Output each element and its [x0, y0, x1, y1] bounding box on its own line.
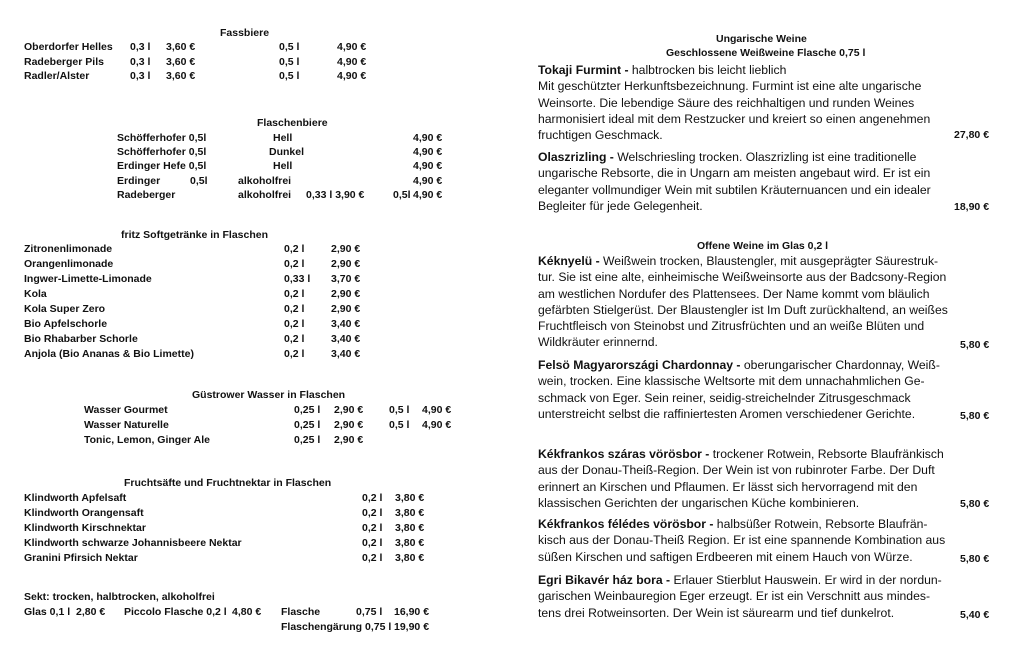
- item-size: 0,33 l: [284, 273, 311, 285]
- wine-desc: Weißwein trocken, Blaustengler, mit ausgeprägter Säurestruk-tur. Sie ist eine alte, einheimische Weißweinsorte aus der Badcsony-Region am westlichen Nordufer des Plattensees. Der Name kommt vom bläulich gefärbten Stielgerüst. Der Blaustengler ist Im Duft zurückhaltend, an weißes Fruchtfleisch von Steinobst und Zitrusfrüchten und an weiße Blüten und Wildkräuter erinnernd.: [538, 254, 948, 350]
- wine-desc: Erlauer Stierblut Hauswein. Er wird in der nordun-garischen Weinbauregion Eger erzeugt. Er ist ein Verschnitt aus mindes-tens drei Rotweinsorten. Der Wein ist säurearm und tief dunkelrot.: [538, 573, 942, 620]
- weine-subtitle: Geschlossene Weißweine Flasche 0,75 l: [666, 47, 866, 59]
- item-name: Schöfferhofer 0,5l: [117, 146, 207, 158]
- item-price: 3,60 €: [166, 70, 196, 82]
- item-size: 0,5 l: [389, 419, 410, 431]
- sekt-flasche-label: Flasche: [281, 606, 321, 618]
- item-type: Dunkel: [269, 146, 305, 158]
- item-name: Klindworth Kirschnektar: [24, 522, 146, 534]
- item-price: 2,90 €: [334, 434, 364, 446]
- item-size: 0,5 l: [279, 70, 300, 82]
- wine-price: 5,80 €: [960, 498, 990, 510]
- item-size: 0,2 l: [284, 318, 305, 330]
- wine-name: Olaszrizling -: [538, 150, 614, 164]
- item-name: Klindworth schwarze Johannisbeere Nektar: [24, 537, 242, 549]
- item-name: Radler/Alster: [24, 70, 90, 82]
- item-price: 2,90 €: [331, 258, 361, 270]
- item-size: 0,2 l: [284, 243, 305, 255]
- item-name: Klindworth Orangensaft: [24, 507, 144, 519]
- wine-desc: Welschriesling trocken. Olaszrizling ist eine traditionelle ungarische Rebsorte, die in Ungarn am meisten angebaut wird. Er ist ein eleganter vollmundiger Wein mit subtilen Kräuternuancen und ein idealer Begleiter für jede Gelegenheit.: [538, 150, 931, 213]
- wine-price: 27,80 €: [954, 129, 990, 141]
- item-price: 4,90 €: [413, 160, 443, 172]
- item-price: 3,80 €: [395, 507, 425, 519]
- wine-price: 5,80 €: [960, 410, 990, 422]
- item-name: Ingwer-Limette-Limonade: [24, 273, 152, 285]
- item-price: 2,90 €: [331, 303, 361, 315]
- item-name: Zitronenlimonade: [24, 243, 113, 255]
- item-size: 0,2 l: [284, 288, 305, 300]
- item-name: Tonic, Lemon, Ginger Ale: [84, 434, 211, 446]
- sekt-flasche-price: 16,90 €: [394, 606, 430, 618]
- item-size: 0,5 l: [279, 41, 300, 53]
- item-price: 3,40 €: [331, 333, 361, 345]
- wine-desc: oberungarischer Chardonnay, Weiß-wein, trocken. Eine klassische Weltsorte mit dem unnachahmlichen Ge-schmack von Eger. Sein reiner, seidig-streichelnder Zitrusgeschmack unterstreicht selbst die raffiniertesten Aromen verschiedener Gerichte.: [538, 358, 940, 421]
- item-name: Erdinger: [117, 175, 161, 187]
- item-price: 4,90 €: [422, 404, 452, 416]
- item-price: 3,80 €: [395, 492, 425, 504]
- item-price: 2,90 €: [331, 243, 361, 255]
- item-name: Bio Rhabarber Schorle: [24, 333, 138, 345]
- item-size: 0,3 l: [130, 70, 151, 82]
- item-name: Bio Apfelschorle: [24, 318, 108, 330]
- item-price: 2,90 €: [334, 419, 364, 431]
- item-price: 4,90 €: [337, 56, 367, 68]
- item-price: 4,90 €: [413, 146, 443, 158]
- flaschenbiere-title: Flaschenbiere: [257, 117, 328, 129]
- item-name: Erdinger Hefe 0,5l: [117, 160, 207, 172]
- item-type: Hell: [273, 160, 293, 172]
- wine-name: Kékfrankos félédes vörösbor -: [538, 517, 714, 531]
- wine-price: 5,80 €: [960, 553, 990, 565]
- item-name: Oberdorfer Helles: [24, 41, 113, 53]
- open-wine-title: Offene Weine im Glas 0,2 l: [697, 240, 829, 252]
- item-name: Kola: [24, 288, 47, 300]
- item-name: Granini Pfirsich Nektar: [24, 552, 138, 564]
- sekt-gaerung-price: 19,90 €: [394, 621, 430, 633]
- item-size: 0,5 l: [389, 404, 410, 416]
- sekt-flasche-size: 0,75 l: [356, 606, 383, 618]
- sekt-glas-label: Glas 0,1 l: [24, 606, 71, 618]
- item-extra: 0,33 l 3,90 €: [306, 189, 365, 201]
- item-price: 3,80 €: [395, 537, 425, 549]
- item-size: 0,2 l: [284, 348, 305, 360]
- item-price: 4,90 €: [422, 419, 452, 431]
- item-price: 4,90 €: [413, 132, 443, 144]
- wine-desc: halbtrocken bis leicht lieblich Mit geschützter Herkunftsbezeichnung. Furmint ist eine alte ungarische Weinsorte. Die lebendige Säure des reichhaltigen und runden Weines harmonisiert ideal mit dem Restzucker und kreiert so einen angenehmen fruchtigen Geschmack.: [538, 63, 931, 143]
- item-size: 0,2 l: [362, 492, 383, 504]
- wasser-title: Güstrower Wasser in Flaschen: [192, 389, 346, 401]
- sekt-piccolo-label: Piccolo Flasche 0,2 l: [124, 606, 227, 618]
- item-size: 0,3 l: [130, 41, 151, 53]
- item-size: 0,25 l: [294, 419, 321, 431]
- item-size: 0,5 l: [279, 56, 300, 68]
- item-size: 0,25 l: [294, 404, 321, 416]
- item-price: 3,80 €: [395, 552, 425, 564]
- item-name: Schöfferhofer 0,5l: [117, 132, 207, 144]
- item-size: 0,5l: [190, 175, 208, 187]
- item-name: Wasser Naturelle: [84, 419, 169, 431]
- wine-price: 18,90 €: [954, 201, 990, 213]
- wine-name: Egri Bikavér ház bora -: [538, 573, 671, 587]
- item-price: 3,40 €: [331, 318, 361, 330]
- sekt-title: Sekt: trocken, halbtrocken, alkoholfrei: [24, 591, 215, 603]
- saefte-title: Fruchtsäfte und Fruchtnektar in Flaschen: [124, 477, 332, 489]
- item-type: alkoholfrei: [238, 175, 292, 187]
- item-size: 0,2 l: [362, 507, 383, 519]
- item-name: Wasser Gourmet: [84, 404, 168, 416]
- item-size: 0,2 l: [362, 522, 383, 534]
- item-name: Orangenlimonade: [24, 258, 114, 270]
- wine-desc: halbsüßer Rotwein, Rebsorte Blaufrän-kisch aus der Donau-Theiß Region. Er ist eine spannende Kombination aus süßen Kirschen und saftigen Erdbeeren mit einem Hauch von Würze.: [538, 517, 946, 564]
- item-size: 0,2 l: [362, 552, 383, 564]
- wine-price: 5,40 €: [960, 609, 990, 621]
- item-size: 0,2 l: [284, 303, 305, 315]
- item-price: 3,40 €: [331, 348, 361, 360]
- item-size: 0,3 l: [130, 56, 151, 68]
- item-price: 2,90 €: [331, 288, 361, 300]
- item-name: Klindworth Apfelsaft: [24, 492, 127, 504]
- wine-desc: trockener Rotwein, Rebsorte Blaufränkisch aus der Donau-Theiß-Region. Der Wein ist von rubinroter Farbe. Der Duft erinnert an Kirschen und Pflaumen. Er lässt sich hervorragend mit den klassischen Gerichten der ungarischen Küche kombinieren.: [538, 447, 944, 510]
- item-name: Radeberger: [117, 189, 176, 201]
- wine-name: Kékfrankos száras vörösbor -: [538, 447, 710, 461]
- item-type: alkoholfrei: [238, 189, 292, 201]
- weine-title: Ungarische Weine: [716, 33, 807, 45]
- sekt-piccolo-price: 4,80 €: [232, 606, 262, 618]
- item-price: 4,90 €: [337, 70, 367, 82]
- item-price: 3,60 €: [166, 41, 196, 53]
- wine-price: 5,80 €: [960, 339, 990, 351]
- sekt-gaerung-label: Flaschengärung 0,75 l: [281, 621, 392, 633]
- item-size: 0,25 l: [294, 434, 321, 446]
- item-price: 3,60 €: [166, 56, 196, 68]
- item-price: 4,90 €: [413, 175, 443, 187]
- wine-name: Felsö Magyarországi Chardonnay -: [538, 358, 741, 372]
- item-name: Anjola (Bio Ananas & Bio Limette): [24, 348, 194, 360]
- item-name: Radeberger Pils: [24, 56, 104, 68]
- fassbiere-title: Fassbiere: [220, 27, 270, 39]
- item-type: Hell: [273, 132, 293, 144]
- wine-name: Kéknyelü -: [538, 254, 600, 268]
- item-price: 4,90 €: [337, 41, 367, 53]
- item-size: 0,5l: [393, 189, 411, 201]
- item-name: Kola Super Zero: [24, 303, 106, 315]
- item-price: 3,70 €: [331, 273, 361, 285]
- item-price: 3,80 €: [395, 522, 425, 534]
- item-size: 0,2 l: [284, 333, 305, 345]
- item-size: 0,2 l: [362, 537, 383, 549]
- sekt-glas-price: 2,80 €: [76, 606, 106, 618]
- item-size: 0,2 l: [284, 258, 305, 270]
- item-price: 2,90 €: [334, 404, 364, 416]
- fritz-title: fritz Softgetränke in Flaschen: [121, 229, 269, 241]
- wine-name: Tokaji Furmint -: [538, 63, 629, 77]
- item-price: 4,90 €: [413, 189, 443, 201]
